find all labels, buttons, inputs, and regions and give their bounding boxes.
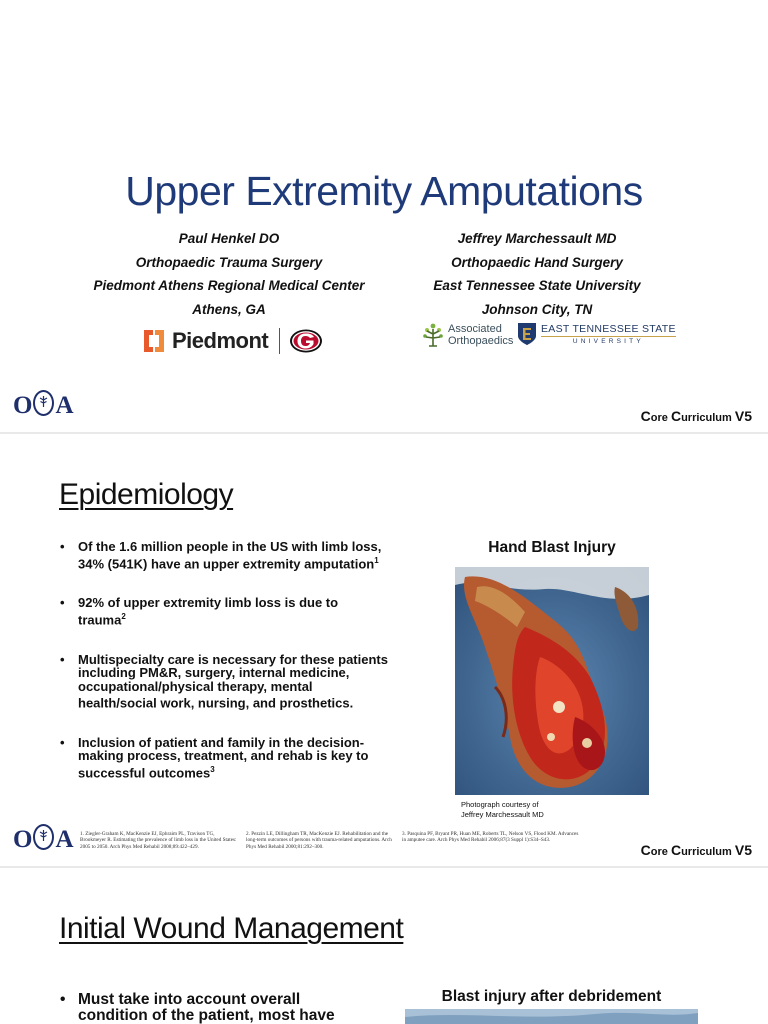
bullet-item: • Multispecialty care is necessary for these patients including PM&R, surgery, internal medicine, occupational/physical therapy, mental health/social work, nursing, and prosthetics.: [58, 653, 388, 710]
logo-divider: [279, 328, 280, 354]
slide-heading: Epidemiology: [59, 478, 234, 511]
bullet-item: • 92% of upper extremity limb loss is due to trauma$^2$: [58, 596, 388, 626]
blast-injury-debridement-photo: [405, 1009, 698, 1024]
etsu-line1: EAST TENNESSEE STATE: [541, 323, 676, 335]
author-name: Paul Henkel DO: [178, 231, 280, 246]
hand-blast-injury-photo: [455, 567, 649, 795]
core-curriculum-label: Core Curriculum V5: [640, 408, 752, 424]
epidemiology-slide: [0, 434, 768, 866]
author-institution: Piedmont Athens Regional Medical Center: [93, 278, 365, 293]
author-specialty: Orthopaedic Trauma Surgery: [135, 254, 323, 270]
author-right: [372, 227, 702, 321]
author-location: Johnson City, TN: [481, 301, 593, 317]
bullet-item: • Inclusion of patient and family in the decision-making process, treatment, and rehab is key to successful outcomes$^3$: [58, 736, 388, 780]
reference-2: 2. Pezzin LE, Dillingham TR, MacKenzie EJ. Rehabilitation and the long-term outcomes of persons with trauma-related amputations. Arch Phys Med Rehabil 2000;81:292–300.: [246, 831, 392, 850]
ota-tree-icon: [33, 824, 54, 850]
georgia-g-logo-icon: [289, 328, 323, 354]
associated-orthopaedics-logo: [422, 322, 513, 348]
ota-letter: A: [55, 826, 74, 853]
ota-letter: O: [13, 392, 33, 419]
author-location: Athens, GA: [192, 301, 266, 317]
ota-tree-icon: [33, 390, 54, 416]
author-specialty: Orthopaedic Hand Surgery: [451, 254, 623, 270]
piedmont-logo: [142, 326, 323, 356]
bullet-item: • Must take into account overall condition of the patient, most have: [58, 992, 358, 1024]
figure-title: Hand Blast Injury: [488, 539, 616, 556]
ota-letter: O: [13, 826, 33, 853]
author-name: Jeffrey Marchessault MD: [457, 231, 617, 246]
title-slide: [0, 0, 768, 432]
bullet-item: • Of the 1.6 million people in the US with limb loss, 34% (541K) have an upper extremity amputation$^1$: [58, 540, 388, 570]
ao-line2: Orthopaedics: [448, 335, 514, 347]
ota-logo: [13, 824, 74, 854]
bullet-list: [58, 540, 388, 780]
photo-credit: Photograph courtesy of Jeffrey Marchessault MD: [461, 800, 544, 819]
ota-logo: [13, 390, 74, 420]
figure-title: Blast injury after debridement: [441, 988, 662, 1005]
bullet-list: [58, 992, 358, 1024]
etsu-logo: [517, 322, 676, 346]
tree-figure-icon: [422, 322, 444, 348]
piedmont-wordmark: Piedmont: [172, 328, 269, 353]
piedmont-mark-icon: [142, 328, 166, 354]
author-left: [64, 227, 394, 321]
reference-1: 1. Ziegler-Graham K, MacKenzie EJ, Ephraim PL, Travison TG, Brookmeyer R. Estimating the prevalence of limb loss in the United States: 2005 to 2050. Arch Phys Med Rehabil 2008;89:422–429.: [80, 831, 237, 850]
slide-heading: Initial Wound Management: [59, 912, 404, 945]
etsu-line2: UNIVERSITY: [572, 338, 644, 345]
ao-line1: Associated: [448, 323, 502, 335]
etsu-shield-icon: [517, 322, 537, 346]
reference-3: 3. Pasquina PF, Bryant PR, Huan ME, Roberts TL, Nelson VS, Flood KM. Advances in amputee care. Arch Phys Med Rehabil 2006;87(3 Suppl 1):S34–S43.: [402, 831, 579, 844]
core-curriculum-label: Core Curriculum V5: [640, 842, 752, 858]
slide-title: Upper Extremity Amputations: [125, 168, 643, 214]
author-institution: East Tennessee State University: [433, 278, 641, 293]
ota-letter: A: [55, 392, 74, 419]
initial-wound-management-slide: [0, 868, 768, 1024]
